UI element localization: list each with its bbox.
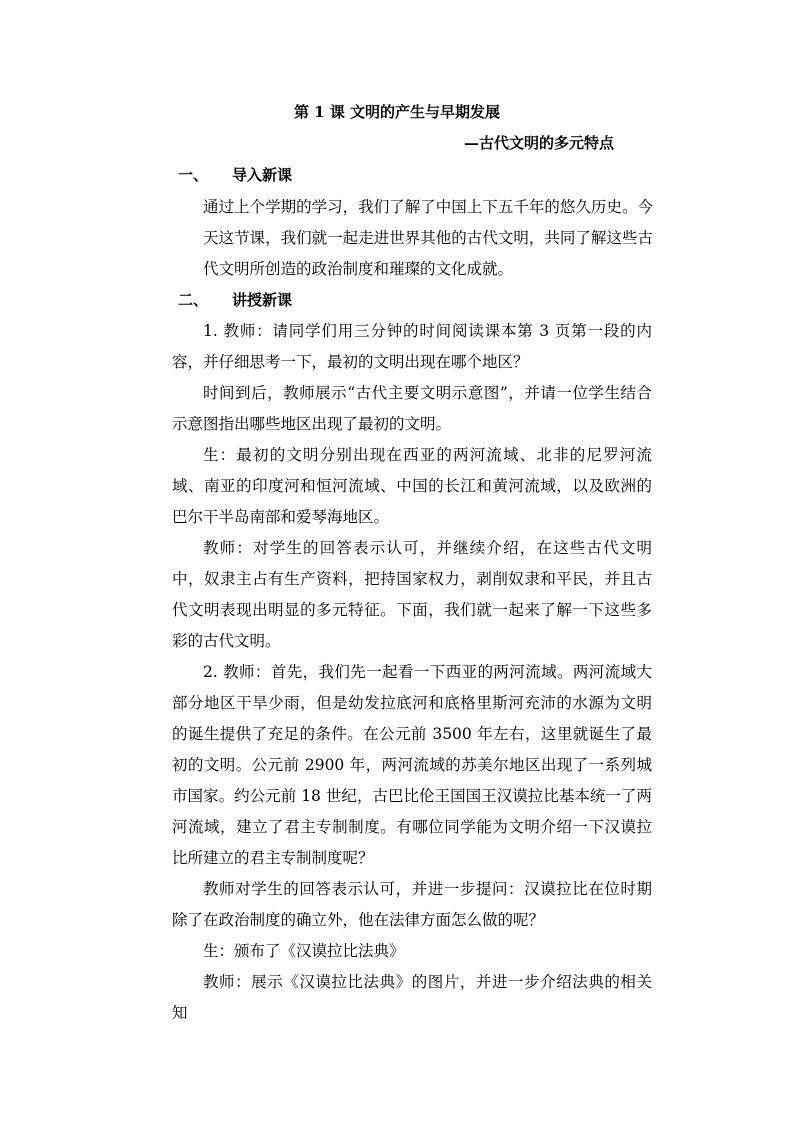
paragraph: 1. 教师：请同学们用三分钟的时间阅读课本第 3 页第一段的内容，并仔细思考一下，最初的文明出现在哪个地区？ bbox=[172, 322, 652, 371]
section-number: 一、 bbox=[178, 166, 209, 184]
section-heading-1 bbox=[178, 165, 292, 185]
paragraph: 教师：对学生的回答表示认可，并继续介绍，在这些古代文明中，奴隶主占有生产资料，把持国家权力，剥削奴隶和平民，并且古代文明表现出明显的多元特征。下面，我们就一起来了解一下这些多彩的古代文明。 bbox=[172, 539, 652, 650]
section-number: 二、 bbox=[178, 291, 209, 309]
section-heading-2 bbox=[178, 290, 292, 310]
section-title: 讲授新课 bbox=[232, 291, 293, 309]
page-title: 第 1 课 文明的产生与早期发展 bbox=[293, 103, 501, 121]
paragraph: 时间到后，教师展示“古代主要文明示意图”，并请一位学生结合示意图指出哪些地区出现了最初的文明。 bbox=[172, 384, 652, 433]
paragraph: 教师：展示《汉谟拉比法典》的图片，并进一步介绍法典的相关知 bbox=[172, 973, 652, 1022]
page-subtitle: —古代文明的多元特点 bbox=[464, 134, 615, 152]
section-title: 导入新课 bbox=[232, 166, 293, 184]
paragraph: 2. 教师：首先，我们先一起看一下西亚的两河流域。两河流域大部分地区干旱少雨，但是幼发拉底河和底格里斯河充沛的水源为文明的诞生提供了充足的条件。在公元前 3500 年左右，这里就诞生了最初的文明。公元前 2900 年，两河流域的苏美尔地区出现了一系列城市国家。约公元前 18 世纪，古巴比伦王国国王汉谟拉比基本统一了两河流域，建立了君主专制制度。有哪位同学能为文明介绍一下汉谟拉比所建立的君主专制制度呢？ bbox=[172, 663, 652, 867]
paragraph: 教师对学生的回答表示认可，并进一步提问：汉谟拉比在位时期除了在政治制度的确立外，他在法律方面怎么做的呢？ bbox=[172, 880, 652, 929]
intro-paragraph: 通过上个学期的学习，我们了解了中国上下五千年的悠久历史。今天这节课，我们就一起走进世界其他的古代文明，共同了解这些古代文明所创造的政治制度和璀璨的文化成就。 bbox=[203, 198, 653, 278]
paragraph: 生：最初的文明分别出现在西亚的两河流域、北非的尼罗河流域、南亚的印度河和恒河流域、中国的长江和黄河流域，以及欧洲的巴尔干半岛南部和爱琴海地区。 bbox=[172, 446, 652, 526]
paragraph: 生：颁布了《汉谟拉比法典》 bbox=[203, 942, 405, 960]
